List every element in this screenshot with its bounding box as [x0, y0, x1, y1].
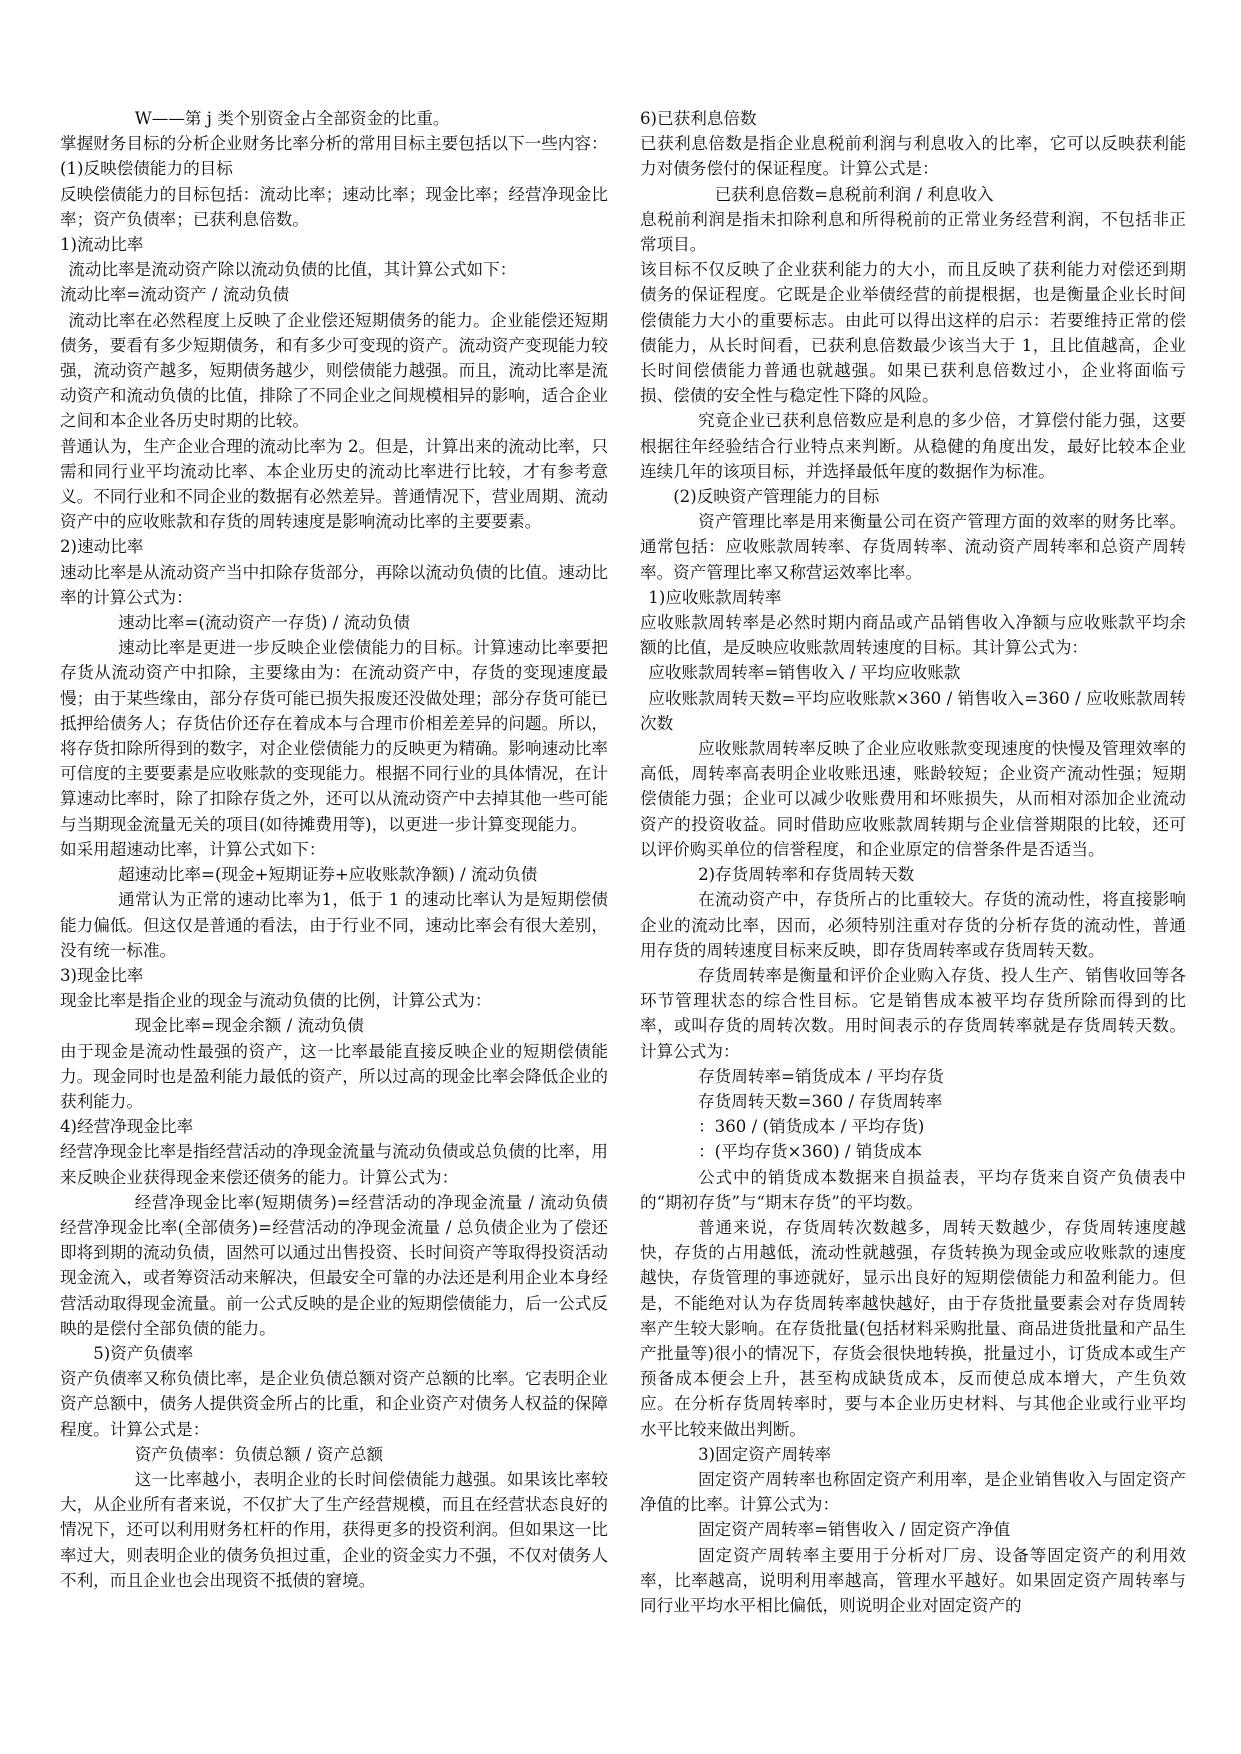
paragraph: 普通来说，存货周转次数越多，周转天数越少，存货周转速度越快，存货的占用越低，流动性就越强，存货转换为现金或应收账款的速度越快，存货管理的事迹就好，显示出良好的短期偿债能力和盈利能力。但是，不能绝对认为存货周转率越快越好，由于存货批量要素会对存货周转率产生较大影响。在存货批量(包括材料采购批量、商品进货批量和产品生产批量等)很小的情况下，存货会很快地转换，批量过小，订货成本或生产预备成本便会上升，甚至构成缺货成本，反而使总成本增大，产生负效应。在分析存货周转率时，要与本企业历史材料、与其他企业或行业平均水平比较来做出判断。	[640, 1217, 1186, 1439]
paragraph: 息税前利润是指未扣除利息和所得税前的正常业务经营利润，不包括非正常项目。	[640, 209, 1186, 255]
paragraph: 流动比率=流动资产 / 流动负债	[60, 285, 290, 305]
paragraph: 流动比率在必然程度上反映了企业偿还短期债务的能力。企业能偿还短期债务，要看有多少短期债务，和有多少可变现的资产。流动资产变现能力较强，流动资产越多，短期债务越少，则偿债能力越强。而且，流动比率是流动资产和流动负债的比值，排除了不同企业之间规模相异的影响，适合企业之间和本企业各历史时期的比较。	[60, 310, 608, 431]
paragraph: 公式中的销货成本数据来自损益表，平均存货来自资产负债表中的“期初存货”与“期末存货”的平均数。	[640, 1167, 1186, 1212]
paragraph: 固定资产周转率=销售收入 / 固定资产净值	[698, 1520, 1011, 1540]
paragraph: 由于现金是流动性最强的资产，这一比率最能直接反映企业的短期偿债能力。现金同时也是盈利能力最低的资产，所以过高的现金比率会降低企业的获利能力。	[60, 1041, 608, 1111]
paragraph: 2)存货周转率和存货周转天数	[698, 865, 915, 885]
paragraph: 速动比率=(流动资产一存货) / 流动负债	[118, 613, 410, 633]
paragraph: 现金比率=现金余额 / 流动负债	[134, 1016, 364, 1036]
paragraph: 现金比率是指企业的现金与流动负债的比例，计算公式为：	[60, 991, 492, 1011]
paragraph: 在流动资产中，存货所占的比重较大。存货的流动性，将直接影响企业的流动比率，因而，必须特别注重对存货的分析存货的流动性，普通用存货的周转速度目标来反映，即存货周转率或存货周转天数。	[640, 890, 1186, 960]
paragraph: 应收账款周转率是必然时期内商品或产品销售收入净额与应收账款平均余额的比值，是反映应收账款周转速度的目标。其计算公式为：	[640, 613, 1186, 658]
paragraph: 应收账款周转率=销售收入 / 平均应收账款	[648, 663, 961, 683]
paragraph: W——第 j 类个别资金占全部资金的比重。	[134, 109, 450, 128]
paragraph: 这一比率越小，表明企业的长时间偿债能力越强。如果该比率较大，从企业所有者来说，不仅扩大了生产经营规模，而且在经营状态良好的情况下，还可以利用财务杠杆的作用，获得更多的投资利润。但如果这一比率过大，则表明企业的债务负担过重，企业的资金实力不强，不仅对债务人不利，而且企业也会出现资不抵债的窘境。	[60, 1469, 608, 1590]
paragraph: 反映偿债能力的目标包括：流动比率；速动比率；现金比率；经营净现金比率；资产负债率；已获利息倍数。	[60, 184, 608, 229]
paragraph: 固定资产周转率主要用于分析对厂房、设备等固定资产的利用效率，比率越高，说明利用率越高，管理水平越好。如果固定资产周转率与同行业平均水平相比偏低，则说明企业对固定资产的	[640, 1545, 1186, 1615]
paragraph: 固定资产周转率也称固定资产利用率，是企业销售收入与固定资产净值的比率。计算公式为：	[640, 1469, 1186, 1515]
left-column	[60, 106, 608, 1593]
paragraph: 该目标不仅反映了企业获利能力的大小，而且反映了获利能力对偿还到期债务的保证程度。它既是企业举债经营的前提根据，也是衡量企业长时间偿债能力大小的重要标志。由此可以得出这样的启示：若要维持正常的偿债能力，从长时间看，已获利息倍数最少该当大于 1，且比值越高，企业长时间偿债能力普通也就越强。如果已获利息倍数过小，企业将面临亏损、偿债的安全性与稳定性下降的风险。	[640, 260, 1186, 406]
paragraph: 流动比率是流动资产除以流动负债的比值，其计算公式如下：	[68, 260, 517, 280]
paragraph: 资产负债率又称负债比率，是企业负债总额对资产总额的比率。它表明企业资产总额中，债务人提供资金所占的比重，和企业资产对债务人权益的保障程度。计算公式是：	[60, 1369, 608, 1439]
paragraph: 通常认为正常的速动比率为1，低于 1 的速动比率认为是短期偿债能力偏低。但这仅是普通的看法，由于行业不同，速动比率会有很大差别，没有统一标准。	[60, 890, 608, 960]
paragraph: 2)速动比率	[60, 537, 144, 557]
paragraph: 5)资产负债率	[93, 1343, 194, 1363]
paragraph: 掌握财务目标的分析企业财务比率分析的常用目标主要包括以下一些内容：	[60, 134, 608, 154]
paragraph: 应收账款周转天数=平均应收账款×360 / 销售收入=360 / 应收账款周转次数	[640, 688, 1186, 733]
paragraph: 速动比率是从流动资产当中扣除存货部分，再除以流动负债的比值。速动比率的计算公式为：	[60, 562, 608, 607]
paragraph: 超速动比率=(现金+短期证券+应收账款净额) / 流动负债	[118, 865, 538, 885]
paragraph: 经营净现金比率(短期债务)=经营活动的净现金流量 / 流动负债经营净现金比率(全部债务)=经营活动的净现金流量 / 总负债企业为了偿还即将到期的流动负债，固然可以通过出售投资、长时间资产等取得投资活动现金流入，或者筹资活动来解决，但最安全可靠的办法还是利用企业本身经营活动取得现金流量。前一公式反映的是企业的短期偿债能力，后一公式反映的是偿付全部负债的能力。	[60, 1192, 608, 1338]
paragraph: 3)固定资产周转率	[698, 1444, 832, 1464]
paragraph: 存货周转率=销货成本 / 平均存货	[698, 1066, 944, 1086]
paragraph: (2)反映资产管理能力的目标	[673, 487, 880, 507]
paragraph: 究竟企业已获利息倍数应是利息的多少倍，才算偿付能力强，这要根据往年经验结合行业特点来判断。从稳健的角度出发，最好比较本企业连续几年的该项目标，并选择最低年度的数据作为标准。	[640, 411, 1186, 481]
paragraph: ：(平均存货×360) / 销货成本	[698, 1142, 923, 1162]
paragraph: 资产管理比率是用来衡量公司在资产管理方面的效率的财务比率。通常包括：应收账款周转率、存货周转率、流动资产周转率和总资产周转率。资产管理比率又称营运效率比率。	[640, 512, 1186, 582]
paragraph: 速动比率是更进一步反映企业偿债能力的目标。计算速动比率要把存货从流动资产中扣除，主要缘由为：在流动资产中，存货的变现速度最慢；由于某些缘由，部分存货可能已损失报废还没做处理；部分存货可能已抵押给债务人；存货估价还存在着成本与合理市价相差差异的问题。所以，将存货扣除所得到的数字，对企业偿债能力的反映更为精确。影响速动比率可信度的主要要素是应收账款的变现能力。根据不同行业的具体情况，在计算速动比率时，除了扣除存货之外，还可以从流动资产中去掉其他一些可能与当期现金流量无关的项目(如待摊费用等)，以更进一步计算变现能力。	[60, 638, 608, 834]
paragraph: 3)现金比率	[60, 965, 144, 985]
paragraph: 存货周转天数=360 / 存货周转率	[698, 1091, 943, 1111]
paragraph: 4)经营净现金比率	[60, 1117, 194, 1137]
right-column	[640, 106, 1186, 1618]
paragraph: 存货周转率是衡量和评价企业购入存货、投人生产、销售收回等各环节管理状态的综合性目标。它是销售成本被平均存货所除而得到的比率，或叫存货的周转次数。用时间表示的存货周转率就是存货周转天数。计算公式为：	[640, 965, 1186, 1061]
paragraph: 已获利息倍数是指企业息税前利润与利息收入的比率，它可以反映获利能力对债务偿付的保证程度。计算公式是：	[640, 134, 1186, 179]
paragraph: 经营净现金比率是指经营活动的净现金流量与流动负债或总负债的比率，用来反映企业获得现金来偿还债务的能力。计算公式为：	[60, 1142, 608, 1187]
paragraph: 资产负债率：负债总额 / 资产总额	[134, 1444, 384, 1464]
paragraph: 应收账款周转率反映了企业应收账款变现速度的快慢及管理效率的高低，周转率高表明企业收账迅速，账龄较短；企业资产流动性强；短期偿债能力强；企业可以减少收账费用和坏账损失，从而相对添加企业流动资产的投资收益。同时借助应收账款周转期与企业信誉期限的比较，还可以评价购买单位的信誉程度，和企业原定的信誉条件是否适当。	[640, 739, 1186, 859]
paragraph: 1)流动比率	[60, 235, 144, 255]
paragraph: ：360 / (销货成本 / 平均存货)	[698, 1117, 925, 1137]
paragraph: 6)已获利息倍数	[640, 109, 757, 128]
paragraph: 如采用超速动比率，计算公式如下：	[60, 839, 326, 859]
paragraph: (1)反映偿债能力的目标	[60, 159, 233, 179]
paragraph: 已获利息倍数=息税前利润 / 利息收入	[714, 184, 994, 204]
paragraph: 普通认为，生产企业合理的流动比率为 2。但是，计算出来的流动比率，只需和同行业平均流动比率、本企业历史的流动比率进行比较，才有参考意义。不同行业和不同企业的数据有必然差异。普通情况下，营业周期、流动资产中的应收账款和存货的周转速度是影响流动比率的主要要素。	[60, 436, 608, 532]
paragraph: 1)应收账款周转率	[648, 587, 782, 607]
